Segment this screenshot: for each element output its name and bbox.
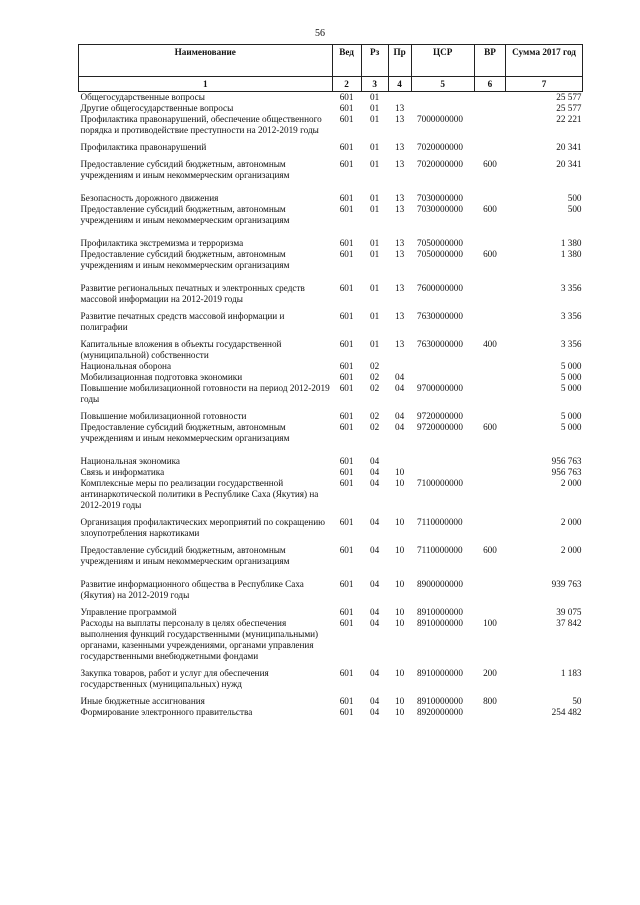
header-number: 7 [506,77,583,92]
row-csr [411,361,474,372]
spacer-cell [79,271,583,283]
row-rz: 01 [370,159,380,169]
row-pr: 13 [394,283,405,293]
row-csr: 7030000000 [417,193,463,203]
header-sum: Сумма 2017 год [506,45,583,77]
row-name: Повышение мобилизационной готовности [80,411,247,421]
row-pr: 13 [394,204,405,214]
spacer-cell [79,226,583,238]
table-row [79,159,583,181]
header-number: 5 [411,77,474,92]
row-ved: 601 [339,411,354,421]
row-ved: 601 [339,311,354,321]
row-rz: 04 [370,545,380,555]
row-name: Расходы на выплаты персоналу в целях обеспечения выполнения функций государственными (муниципальными) органами, казенными учреждениями, органами управления государственными внебюджетными фондами [80,618,319,661]
table-row [79,142,583,153]
table-row [79,204,583,226]
row-sum: 22 221 [556,114,582,124]
row-pr: 10 [394,579,405,589]
row-spacer [79,181,583,193]
table-row [79,249,583,271]
row-pr: 04 [394,422,405,432]
table-row [79,411,583,422]
row-csr: 8910000000 [417,696,463,706]
row-csr: 7000000000 [417,114,463,124]
row-vr [474,707,505,718]
row-vr [474,92,505,104]
row-name: Капитальные вложения в объекты государственной (муниципальной) собственности [80,339,282,360]
table-row [79,668,583,690]
row-ved: 601 [339,478,354,488]
table-row [79,372,583,383]
row-vr [474,579,505,601]
row-rz: 01 [370,114,380,124]
row-name: Развитие региональных печатных и электронных средств массовой информации на 2012-2019 годы [80,283,305,304]
row-name: Профилактика экстремизма и терроризма [80,238,244,248]
row-rz: 01 [370,249,380,259]
row-vr [474,103,505,114]
row-rz: 04 [370,517,380,527]
row-pr: 10 [394,696,405,706]
row-ved: 601 [339,696,354,706]
table-row [79,456,583,467]
row-pr: 04 [394,383,405,393]
header-csr: ЦСР [411,45,474,77]
row-name: Повышение мобилизационной готовности на период 2012-2019 годы [80,383,330,404]
row-csr [411,92,474,104]
header-vr: ВР [474,45,505,77]
row-sum: 956 763 [551,467,582,477]
row-rz: 02 [370,422,380,432]
row-pr: 04 [394,372,405,382]
row-rz: 04 [370,696,380,706]
header-number: 1 [79,77,333,92]
row-ved: 601 [339,103,354,113]
row-vr [474,467,505,478]
row-rz: 01 [370,142,380,152]
row-sum: 25 577 [556,103,582,113]
row-pr: 10 [394,707,405,717]
row-rz: 01 [370,339,380,349]
row-pr: 13 [394,142,405,152]
row-ved: 601 [339,249,354,259]
row-rz: 04 [370,456,380,466]
row-pr [388,456,411,467]
row-pr: 10 [394,517,405,527]
row-sum: 5 000 [560,411,582,421]
row-csr [411,103,474,114]
row-name: Мобилизационная подготовка экономики [80,372,243,382]
row-vr [474,372,505,383]
row-sum: 39 075 [556,607,582,617]
row-pr: 13 [394,311,405,321]
row-ved: 601 [339,142,354,152]
row-vr: 600 [483,545,497,555]
spacer-cell [79,181,583,193]
row-sum: 3 356 [560,311,582,321]
table-row [79,607,583,618]
row-spacer [79,271,583,283]
row-csr: 7110000000 [417,545,463,555]
row-ved: 601 [339,383,354,393]
row-ved: 601 [339,114,354,124]
table-row [79,92,583,104]
row-ved: 601 [339,361,354,371]
row-pr: 10 [394,618,405,628]
row-csr: 7050000000 [417,238,463,248]
row-ved: 601 [339,372,354,382]
row-ved: 601 [339,618,354,628]
row-csr: 7600000000 [417,283,463,293]
row-name: Предоставление субсидий бюджетным, автономным учреждениям и иным некоммерческим организациям [80,159,290,180]
row-pr: 13 [394,339,405,349]
row-vr: 600 [483,249,497,259]
table-row [79,478,583,511]
row-rz: 01 [370,238,380,248]
row-pr [388,361,411,372]
row-sum: 5 000 [560,372,582,382]
row-rz: 04 [370,579,380,589]
row-sum: 50 [572,696,582,706]
row-ved: 601 [339,238,354,248]
row-sum: 500 [567,193,582,203]
row-vr [474,411,505,422]
row-rz: 04 [370,668,380,678]
row-ved: 601 [339,283,354,293]
row-rz: 02 [370,411,380,421]
header-name: Наименование [79,45,333,77]
header-pr: Пр [388,45,411,77]
row-vr [474,383,505,405]
spacer-cell [79,444,583,456]
row-sum: 2 000 [560,545,582,555]
row-vr: 600 [483,204,497,214]
header-number: 6 [474,77,505,92]
row-name: Комплексные меры по реализации государственной антинаркотической политики в Республике Саха (Якутия) на 2012-2019 годы [80,478,319,510]
row-name: Развитие печатных средств массовой информации и полиграфии [80,311,285,332]
row-name: Предоставление субсидий бюджетным, автономным учреждениям и иным некоммерческим организациям [80,422,290,443]
row-sum: 1 183 [560,668,582,678]
page-number: 56 [315,28,325,39]
row-csr: 8910000000 [417,607,463,617]
row-vr [474,478,505,511]
row-csr: 8920000000 [417,707,463,717]
row-ved: 601 [339,339,354,349]
row-sum: 5 000 [560,361,582,371]
row-ved: 601 [339,193,354,203]
row-csr: 9720000000 [417,422,463,432]
row-ved: 601 [339,422,354,432]
header-number: 2 [332,77,361,92]
row-pr: 10 [394,478,405,488]
row-pr: 13 [394,238,405,248]
row-sum: 25 577 [556,92,582,102]
row-name: Предоставление субсидий бюджетным, автономным учреждениям и иным некоммерческим организациям [80,249,290,270]
header-ved: Вед [332,45,361,77]
row-sum: 254 482 [551,707,582,717]
row-vr [474,456,505,467]
row-pr: 13 [394,159,405,169]
row-ved: 601 [339,545,354,555]
row-ved: 601 [339,707,354,717]
row-name: Безопасность дорожного движения [80,193,219,203]
row-vr: 600 [483,422,497,432]
row-ved: 601 [339,467,354,477]
row-vr [474,311,505,333]
row-rz: 01 [370,283,380,293]
row-rz: 01 [370,193,380,203]
row-rz: 04 [370,607,380,617]
table-row [79,238,583,249]
header-rz: Рз [361,45,388,77]
header-number: 4 [388,77,411,92]
row-csr: 7050000000 [417,249,463,259]
row-rz: 04 [370,618,380,628]
row-pr: 10 [394,545,405,555]
row-sum: 2 000 [560,478,582,488]
table-header [79,45,583,92]
row-pr: 13 [394,193,405,203]
row-name: Национальная оборона [80,361,172,371]
row-name: Иные бюджетные ассигнования [80,696,205,706]
row-csr: 8910000000 [417,668,463,678]
table-row [79,339,583,361]
row-csr [411,456,474,467]
table-row [79,283,583,305]
table-row [79,311,583,333]
row-csr [411,467,474,478]
row-name: Профилактика правонарушений, обеспечение общественного порядка и противодействие преступности на 2012-2019 годы [80,114,322,135]
row-csr: 8900000000 [417,579,463,589]
row-sum: 500 [567,204,582,214]
row-name: Управление программой [80,607,177,617]
row-pr: 13 [394,114,405,124]
row-pr: 13 [394,103,405,113]
row-rz: 02 [370,383,380,393]
row-pr [388,92,411,104]
row-pr: 10 [394,607,405,617]
row-pr: 04 [394,411,405,421]
row-spacer [79,226,583,238]
row-name: Формирование электронного правительства [80,707,253,717]
row-name: Предоставление субсидий бюджетным, автономным учреждениям и иным некоммерческим организациям [80,204,290,225]
row-csr: 7020000000 [417,142,463,152]
row-sum: 5 000 [560,383,582,393]
row-rz: 01 [370,311,380,321]
row-sum: 20 341 [556,159,582,169]
row-vr: 200 [483,668,497,678]
row-vr: 400 [483,339,497,349]
row-rz: 01 [370,204,380,214]
row-ved: 601 [339,92,354,102]
row-sum: 20 341 [556,142,582,152]
row-sum: 956 763 [551,456,582,466]
table-row [79,707,583,718]
row-vr [474,607,505,618]
table-row [79,193,583,204]
row-rz: 02 [370,372,380,382]
row-ved: 601 [339,456,354,466]
row-sum: 3 356 [560,339,582,349]
row-rz: 04 [370,467,380,477]
row-csr: 7110000000 [417,517,463,527]
table-row [79,545,583,567]
row-ved: 601 [339,579,354,589]
row-name: Предоставление субсидий бюджетным, автономным учреждениям и иным некоммерческим организациям [80,545,290,566]
row-pr: 10 [394,467,405,477]
row-sum: 3 356 [560,283,582,293]
row-vr [474,114,505,136]
row-pr: 10 [394,668,405,678]
header-number: 3 [361,77,388,92]
table-row [79,422,583,444]
table-row [79,467,583,478]
row-vr [474,517,505,539]
row-csr: 7630000000 [417,311,463,321]
row-pr: 13 [394,249,405,259]
row-vr: 600 [483,159,497,169]
row-csr: 9700000000 [417,383,463,393]
row-rz: 01 [370,103,380,113]
row-csr: 8910000000 [417,618,463,628]
row-sum: 1 380 [560,238,582,248]
row-name: Общегосударственные вопросы [80,92,205,102]
budget-table [78,44,583,718]
spacer-cell [79,567,583,579]
row-sum: 2 000 [560,517,582,527]
row-ved: 601 [339,159,354,169]
row-csr: 9720000000 [417,411,463,421]
table-row [79,618,583,662]
table-row [79,383,583,405]
table-row [79,579,583,601]
row-name: Связь и информатика [80,467,165,477]
row-vr [474,283,505,305]
table-row [79,517,583,539]
table-row [79,114,583,136]
row-csr: 7030000000 [417,204,463,214]
row-rz: 02 [370,361,380,371]
row-rz: 04 [370,707,380,717]
row-name: Профилактика правонарушений [80,142,207,152]
row-rz: 01 [370,92,380,102]
row-vr [474,193,505,204]
table-row [79,103,583,114]
row-csr: 7630000000 [417,339,463,349]
table-row [79,696,583,707]
row-rz: 04 [370,478,380,488]
row-name: Развитие информационного общества в Республике Саха (Якутия) на 2012-2019 годы [80,579,304,600]
row-vr [474,361,505,372]
row-vr [474,238,505,249]
row-sum: 37 842 [556,618,582,628]
row-csr [411,372,474,383]
row-ved: 601 [339,517,354,527]
row-name: Организация профилактических мероприятий по сокращению злоупотребления наркотиками [80,517,326,538]
row-name: Закупка товаров, работ и услуг для обеспечения государственных (муниципальных) нужд [80,668,269,689]
row-spacer [79,444,583,456]
row-sum: 5 000 [560,422,582,432]
row-vr [474,142,505,153]
table-body [79,92,583,719]
row-vr: 800 [483,696,497,706]
row-spacer [79,567,583,579]
row-csr: 7100000000 [417,478,463,488]
row-name: Национальная экономика [80,456,181,466]
row-ved: 601 [339,668,354,678]
row-csr: 7020000000 [417,159,463,169]
row-ved: 601 [339,607,354,617]
row-sum: 1 380 [560,249,582,259]
row-sum: 939 763 [551,579,582,589]
table-row [79,361,583,372]
row-name: Другие общегосударственные вопросы [80,103,234,113]
row-vr: 100 [483,618,497,628]
row-ved: 601 [339,204,354,214]
